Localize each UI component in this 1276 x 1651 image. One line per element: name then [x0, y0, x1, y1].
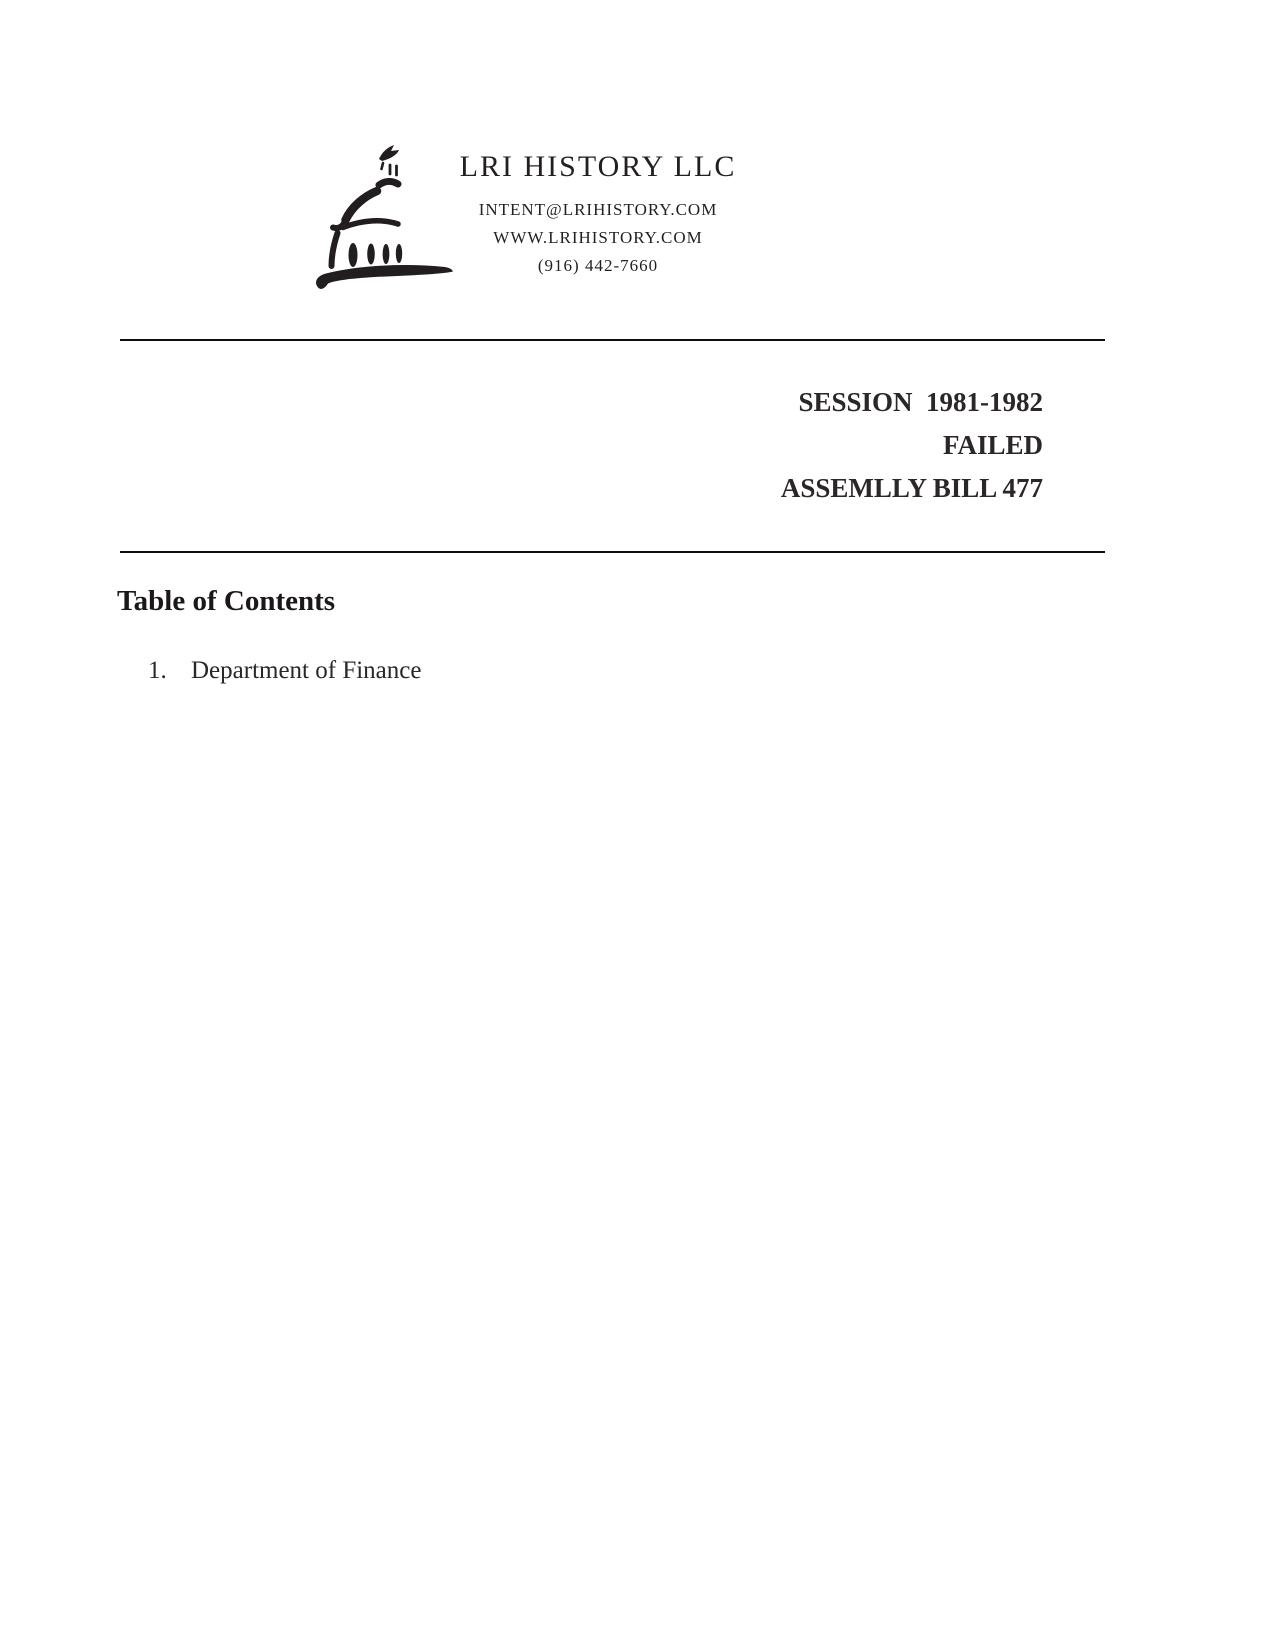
- toc-item-number: 1.: [148, 657, 167, 684]
- bill-line: ASSEMLLY BILL 477: [780, 473, 1043, 503]
- company-phone: (916) 442-7660: [537, 256, 659, 275]
- company-email: INTENT@LRIHISTORY.COM: [478, 200, 718, 219]
- divider-top: [120, 339, 1105, 341]
- letterhead: [398, 150, 798, 280]
- company-name: LRI HISTORY LLC: [459, 150, 737, 183]
- session-info-block: [781, 381, 1043, 510]
- company-website: WWW.LRIHISTORY.COM: [493, 228, 703, 247]
- session-line: SESSION 1981-1982: [798, 387, 1043, 417]
- status-line: FAILED: [942, 430, 1043, 460]
- toc-item: [148, 655, 421, 687]
- divider-bottom: [120, 551, 1105, 553]
- toc-item-title: Department of Finance: [191, 657, 422, 684]
- toc-heading: Table of Contents: [117, 585, 336, 617]
